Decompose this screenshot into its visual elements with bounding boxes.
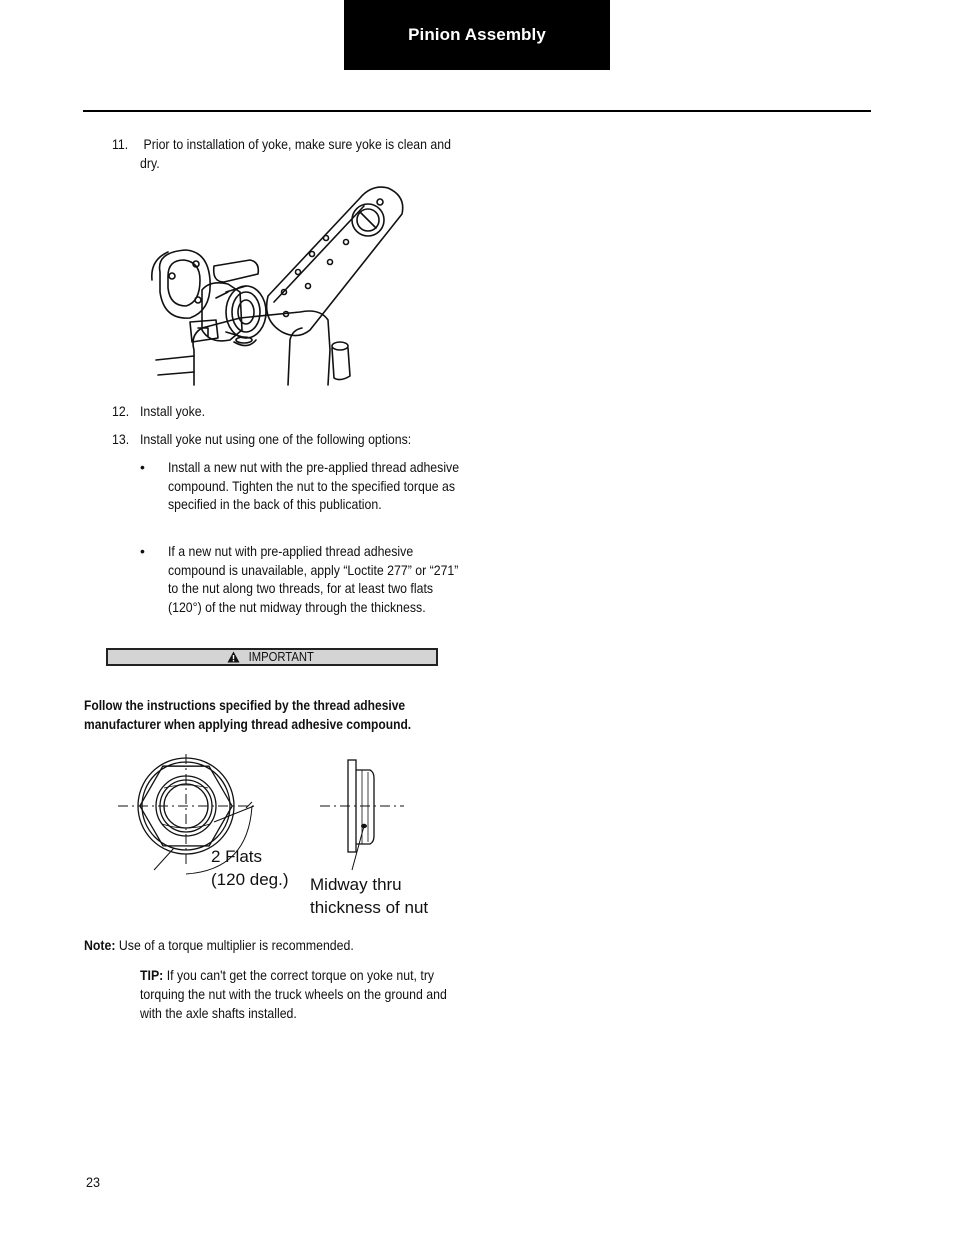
note: [84, 936, 354, 955]
tip: [140, 966, 466, 1023]
note-text: Use of a torque multiplier is recommended.: [118, 937, 354, 953]
section-title: Pinion Assembly: [408, 25, 546, 44]
important-banner: [106, 648, 438, 666]
note-label: Note:: [84, 937, 116, 953]
step-text: Prior to installation of yoke, make sure yoke is clean and dry.: [140, 136, 451, 171]
yoke-nut-diagram: [116, 752, 416, 882]
yoke-holding-tool-illustration: [150, 180, 410, 386]
midway-label-line1: Midway thru: [310, 875, 402, 894]
step-text: Install yoke nut using one of the following options:: [140, 431, 412, 447]
important-text: Follow the instructions specified by the thread adhesive manufacturer when applying thread adhesive compound.: [84, 697, 412, 732]
bullet-symbol: •: [140, 543, 145, 559]
important-label: IMPORTANT: [248, 650, 314, 664]
bullet-symbol: •: [140, 459, 145, 475]
page-header-tab: [344, 0, 610, 70]
header-divider: [83, 110, 871, 112]
warning-triangle-icon: [227, 651, 240, 663]
midway-label-line2: thickness of nut: [310, 898, 429, 917]
step-number: 11.: [112, 136, 129, 152]
page-number: 23: [86, 1174, 101, 1190]
tip-label: TIP:: [140, 967, 164, 983]
flats-label-line1: 2 Flats: [211, 847, 263, 866]
tip-text: If you can't get the correct torque on yoke nut, try torquing the nut with the truck wheels on the ground and with the axle shafts installed.: [140, 967, 447, 1021]
flats-label-line2: (120 deg.): [211, 870, 289, 889]
step-number: 13.: [112, 431, 130, 447]
bullet-text: If a new nut with pre-applied thread adhesive compound is unavailable, apply “Loctite 277” or “271” to the nut along two threads, for at least two flats (120°) of the nut midway through the thickness.: [168, 543, 459, 615]
step-text: Install yoke.: [140, 403, 206, 419]
bullet-text: Install a new nut with the pre-applied thread adhesive compound. Tighten the nut to the specified torque as specified in the back of this publication.: [168, 459, 460, 513]
step-number: 12.: [112, 403, 130, 419]
